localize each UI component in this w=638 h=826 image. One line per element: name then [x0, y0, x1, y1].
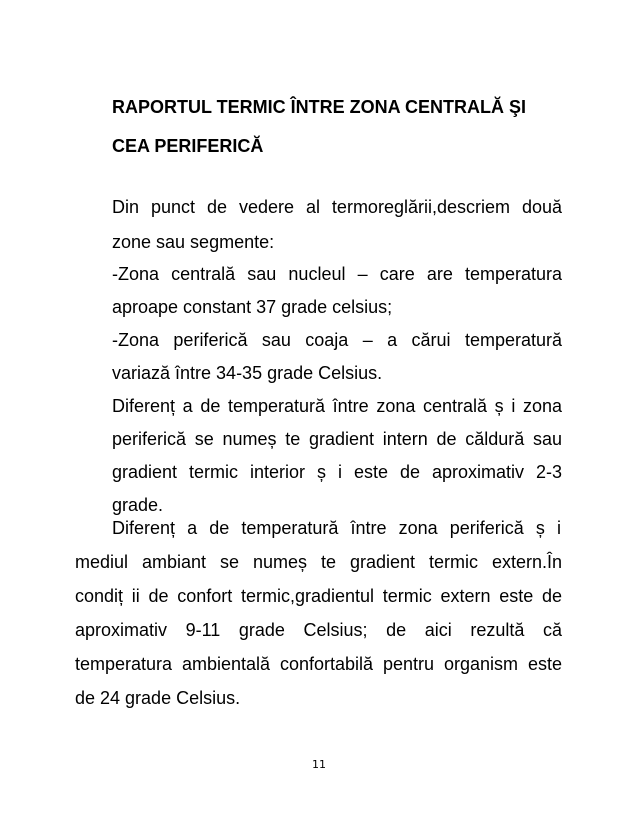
paragraph-line: de 24 grade Celsius.	[75, 688, 241, 708]
paragraph-line: aproape constant 37 grade celsius;	[112, 297, 393, 317]
paragraph-line: -Zona centrală sau nucleul – care are temperatura	[112, 264, 562, 284]
paragraph-line: variază între 34-35 grade Celsius.	[112, 363, 383, 383]
paragraph-line: aproximativ 9-11 grade Celsius; de aici rezultă că	[75, 620, 562, 640]
paragraph-line: mediul ambiant se numeș te gradient termic extern.În	[75, 552, 562, 572]
paragraph-line: gradient termic interior ș i este de aproximativ 2-3	[112, 462, 562, 482]
paragraph-line: periferică se numeș te gradient intern de căldură sau	[112, 429, 562, 449]
paragraph-line: zone sau segmente:	[112, 232, 275, 252]
paragraph-line: condiț ii de confort termic,gradientul termic extern este de	[75, 586, 562, 606]
paragraph-line: Diferenț a de temperatură între zona centrală ș i zona	[112, 396, 562, 416]
page-number: 11	[312, 758, 326, 771]
paragraph-line: grade.	[112, 495, 164, 515]
section-title-line-2: CEA PERIFERICĂ	[112, 136, 264, 156]
paragraph-line: temperatura ambientală confortabilă pentru organism este	[75, 654, 562, 674]
paragraph-line: -Zona periferică sau coaja – a cărui temperatură	[112, 330, 562, 350]
paragraph-line: Din punct de vedere al termoreglării,descriem două	[112, 197, 562, 217]
section-title-line-1: RAPORTUL TERMIC ÎNTRE ZONA CENTRALĂ ŞI	[112, 97, 526, 117]
paragraph-line: Diferenț a de temperatură între zona periferică ș i	[112, 518, 561, 538]
